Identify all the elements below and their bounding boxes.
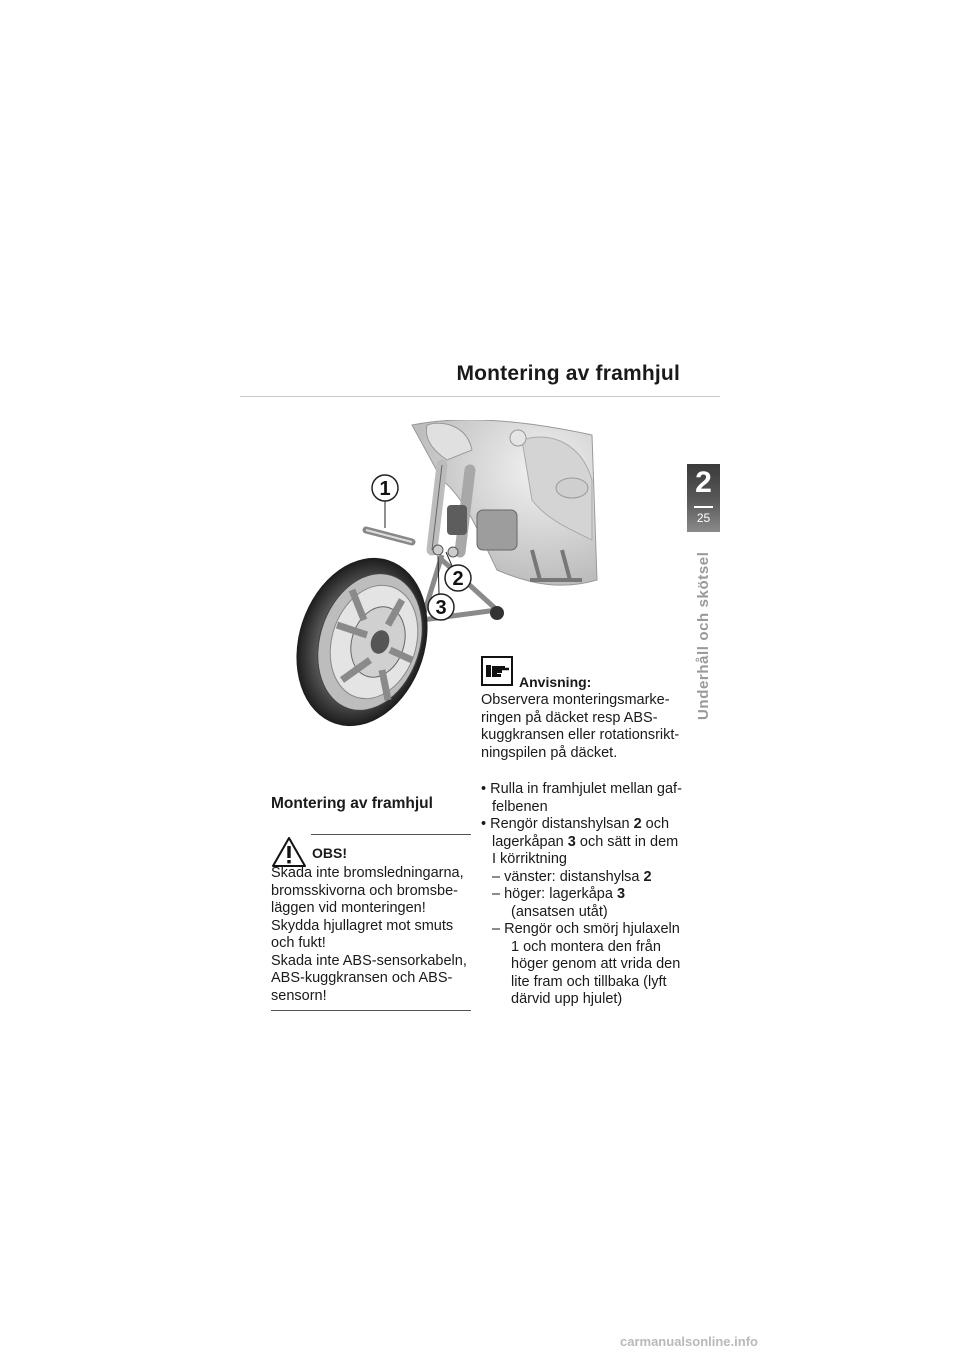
section-subheading: Montering av framhjul bbox=[271, 795, 433, 812]
step-line: • Rengör distanshylsan 2 och bbox=[481, 816, 670, 832]
step-list bbox=[481, 781, 701, 1009]
step-line: – höger: lagerkåpa 3 bbox=[492, 886, 626, 902]
section-label: Underhåll och skötsel bbox=[695, 551, 712, 720]
warning-line: Skydda hjullagret mot smuts bbox=[271, 917, 454, 934]
step-line: (ansatsen utåt) bbox=[511, 903, 608, 920]
callout-1: 1 bbox=[379, 478, 391, 500]
warning-body bbox=[271, 865, 471, 1005]
step-line: – vänster: distanshylsa 2 bbox=[492, 868, 652, 885]
note-line: ringen på däcket resp ABS- bbox=[481, 709, 658, 726]
callout-2: 2 bbox=[452, 568, 464, 590]
pointing-hand-note-icon bbox=[481, 656, 513, 686]
warning-line: bromsskivorna och bromsbe- bbox=[271, 882, 458, 899]
step-line: felbenen bbox=[492, 798, 548, 815]
warning-line: och fukt! bbox=[271, 935, 326, 951]
note-line: ningspilen på däcket. bbox=[481, 744, 618, 761]
warning-top-rule bbox=[311, 834, 471, 835]
callout-3: 3 bbox=[435, 597, 447, 619]
step-line: därvid upp hjulet) bbox=[511, 991, 623, 1007]
chapter-tab bbox=[687, 464, 720, 532]
note-body bbox=[481, 692, 691, 762]
step-line: • Rulla in framhjulet mellan gaf- bbox=[481, 781, 682, 797]
warning-title: OBS! bbox=[312, 845, 347, 861]
step-line: 1 och montera den från bbox=[511, 938, 661, 955]
note-line: kuggkransen eller rotationsrikt- bbox=[481, 727, 680, 743]
page-title: Montering av framhjul bbox=[456, 362, 680, 385]
warning-line: läggen vid monteringen! bbox=[271, 900, 426, 916]
title-divider bbox=[240, 396, 720, 397]
step-line: höger genom att vrida den bbox=[511, 956, 681, 972]
warning-line: Skada inte ABS-sensorkabeln, bbox=[271, 952, 467, 969]
chapter-number: 2 bbox=[695, 466, 712, 499]
chapter-underline bbox=[694, 506, 713, 508]
front-wheel bbox=[292, 541, 448, 735]
page-number: 25 bbox=[696, 511, 711, 525]
warning-line: ABS-kuggkransen och ABS- bbox=[271, 970, 453, 986]
warning-bottom-rule bbox=[271, 1010, 471, 1011]
warning-triangle-icon bbox=[271, 836, 307, 868]
note-title: Anvisning: bbox=[519, 674, 592, 690]
footer-watermark: carmanualsonline.info bbox=[620, 1334, 758, 1349]
warning-line: sensorn! bbox=[271, 987, 327, 1004]
step-line: I körriktning bbox=[492, 851, 567, 867]
note-line: Observera monteringsmarke- bbox=[481, 692, 670, 708]
step-line: lagerkåpan 3 och sätt in dem bbox=[492, 833, 679, 850]
warning-line: Skada inte bromsledningarna, bbox=[271, 865, 464, 881]
step-line: lite fram och tillbaka (lyft bbox=[511, 973, 667, 990]
step-line: – Rengör och smörj hjulaxeln bbox=[492, 921, 680, 937]
